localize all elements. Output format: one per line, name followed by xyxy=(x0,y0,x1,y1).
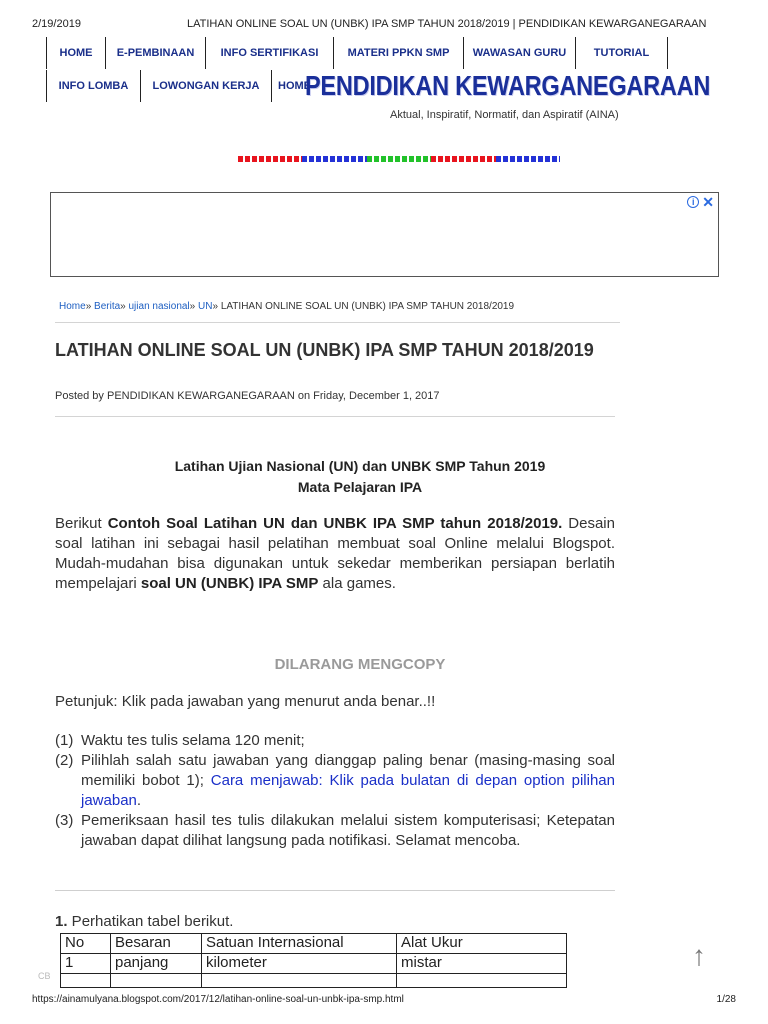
separator-segment-blue xyxy=(302,156,366,162)
list-item xyxy=(55,751,615,811)
cb-mark: CB xyxy=(38,971,51,981)
intro-paragraph xyxy=(55,514,615,594)
table-header-satuan: Satuan Internasional xyxy=(202,934,397,954)
site-tagline: Aktual, Inspiratif, Normatif, dan Aspiratif (AINA) xyxy=(390,109,619,121)
breadcrumb-berita[interactable]: Berita xyxy=(94,301,121,312)
list-item xyxy=(55,731,615,751)
post-meta: Posted by PENDIDIKAN KEWARGANEGARAAN on Friday, December 1, 2017 xyxy=(55,390,440,402)
list-item-text: Waktu tes tulis selama 120 menit; xyxy=(81,732,305,749)
question-number: 1. xyxy=(55,913,68,930)
breadcrumb-un[interactable]: UN xyxy=(198,301,213,312)
table-header-besaran: Besaran xyxy=(111,934,202,954)
breadcrumb-current: LATIHAN ONLINE SOAL UN (UNBK) IPA SMP TAHUN 2018/2019 xyxy=(220,301,515,312)
question-table xyxy=(60,933,567,988)
breadcrumb-separator: » xyxy=(120,301,129,312)
nav-tutorial[interactable]: TUTORIAL xyxy=(575,37,668,69)
divider xyxy=(55,322,620,323)
table-header-row xyxy=(61,934,567,954)
print-header xyxy=(32,18,736,32)
breadcrumb-home[interactable]: Home xyxy=(59,301,86,312)
question-1 xyxy=(55,913,233,930)
ad-banner[interactable] xyxy=(50,192,719,277)
test-rules-list xyxy=(55,731,615,851)
main-nav-row-2 xyxy=(46,70,311,102)
print-date: 2/19/2019 xyxy=(32,18,81,30)
list-item xyxy=(55,811,615,851)
breadcrumb-separator: » xyxy=(85,301,95,312)
intro-bold-text: Contoh Soal Latihan UN dan UNBK IPA SMP tahun 2018/2019. xyxy=(107,515,563,532)
ad-close-icon[interactable]: ✕ xyxy=(702,194,714,210)
nav-e-pembinaan[interactable]: E-PEMBINAAN xyxy=(105,37,205,69)
list-item-number: (2) xyxy=(55,752,74,769)
site-title[interactable]: PENDIDIKAN KEWARGANEGARAAN xyxy=(305,70,711,101)
nav-info-lomba[interactable]: INFO LOMBA xyxy=(46,70,140,102)
table-cell: 1 xyxy=(61,954,111,974)
table-cell xyxy=(202,974,397,988)
main-nav-row-1 xyxy=(46,37,668,69)
table-cell xyxy=(397,974,567,988)
separator-segment-blue-2 xyxy=(496,156,560,162)
list-item-text xyxy=(81,751,615,811)
breadcrumb xyxy=(59,301,514,312)
post-heading-1: Latihan Ujian Nasional (UN) dan UNBK SMP Tahun 2019 xyxy=(174,458,546,474)
nav-lowongan-kerja[interactable]: LOWONGAN KERJA xyxy=(140,70,271,102)
print-page-title: LATIHAN ONLINE SOAL UN (UNBK) IPA SMP TAHUN 2018/2019 | PENDIDIKAN KEWARGANEGARAAN xyxy=(187,18,707,30)
question-text: Perhatikan tabel berikut. xyxy=(67,913,234,930)
post-heading-2: Mata Pelajaran IPA xyxy=(297,479,423,495)
answer-hint: Cara menjawab: Klik pada bulatan di depan option pilihan jawaban xyxy=(81,772,615,809)
ad-controls xyxy=(687,195,714,209)
list-item-text: Pemeriksaan hasil tes tulis dilakukan melalui sistem komputerisasi; Ketepatan jawaban dapat dilihat langsung pada notifikasi. Selamat mencoba. xyxy=(81,812,615,849)
intro-text: ala games. xyxy=(318,575,396,592)
rule-text: Pilihlah salah satu jawaban yang dianggap paling benar (masing-masing soal memiliki bobot 1); xyxy=(81,752,615,789)
nav-materi-ppkn-smp[interactable]: MATERI PPKN SMP xyxy=(333,37,463,69)
table-cell xyxy=(111,974,202,988)
nav-info-sertifikasi[interactable]: INFO SERTIFIKASI xyxy=(205,37,333,69)
intro-text: Berikut xyxy=(55,515,108,532)
rule-text: . xyxy=(136,792,142,809)
nav-home[interactable]: HOME xyxy=(46,37,105,69)
scroll-to-top-arrow-icon[interactable]: ↑ xyxy=(692,940,706,971)
intro-bold-text: soal UN (UNBK) IPA SMP xyxy=(140,575,319,592)
copy-warning: DILARANG MENGCOPY xyxy=(274,656,446,673)
print-page-number: 1/28 xyxy=(716,994,736,1005)
separator-segment-red xyxy=(238,156,302,162)
table-row xyxy=(61,954,567,974)
divider xyxy=(55,416,615,417)
table-row xyxy=(61,974,567,988)
separator-segment-green xyxy=(367,156,431,162)
intro-text: Desain soal latihan ini sebagai hasil pelatihan membuat soal Online melalui Blogspot. Mudah-mudahan bisa digunakan untuk sekedar memberikan persiapan berlatih mempelajari xyxy=(55,515,615,592)
breadcrumb-ujian-nasional[interactable]: ujian nasional xyxy=(128,301,190,312)
table-cell xyxy=(61,974,111,988)
table-cell: mistar xyxy=(397,954,567,974)
table-cell: panjang xyxy=(111,954,202,974)
divider xyxy=(55,890,615,891)
list-item-number: (1) xyxy=(55,732,74,749)
list-item-number: (3) xyxy=(55,812,74,829)
table-header-alat-ukur: Alat Ukur xyxy=(397,934,567,954)
colored-separator xyxy=(238,156,560,162)
nav-home-2[interactable]: HOME xyxy=(271,70,311,102)
breadcrumb-separator: » xyxy=(212,301,221,312)
nav-wawasan-guru[interactable]: WAWASAN GURU xyxy=(463,37,575,69)
table-cell: kilometer xyxy=(202,954,397,974)
instructions: Petunjuk: Klik pada jawaban yang menurut anda benar..!! xyxy=(55,693,436,710)
print-url: https://ainamulyana.blogspot.com/2017/12/latihan-online-soal-un-unbk-ipa-smp.html xyxy=(32,994,404,1005)
ad-info-icon[interactable]: i xyxy=(687,196,699,208)
breadcrumb-separator: » xyxy=(189,301,199,312)
separator-segment-red-2 xyxy=(431,156,495,162)
post-title: LATIHAN ONLINE SOAL UN (UNBK) IPA SMP TAHUN 2018/2019 xyxy=(55,340,594,360)
table-header-no: No xyxy=(61,934,111,954)
